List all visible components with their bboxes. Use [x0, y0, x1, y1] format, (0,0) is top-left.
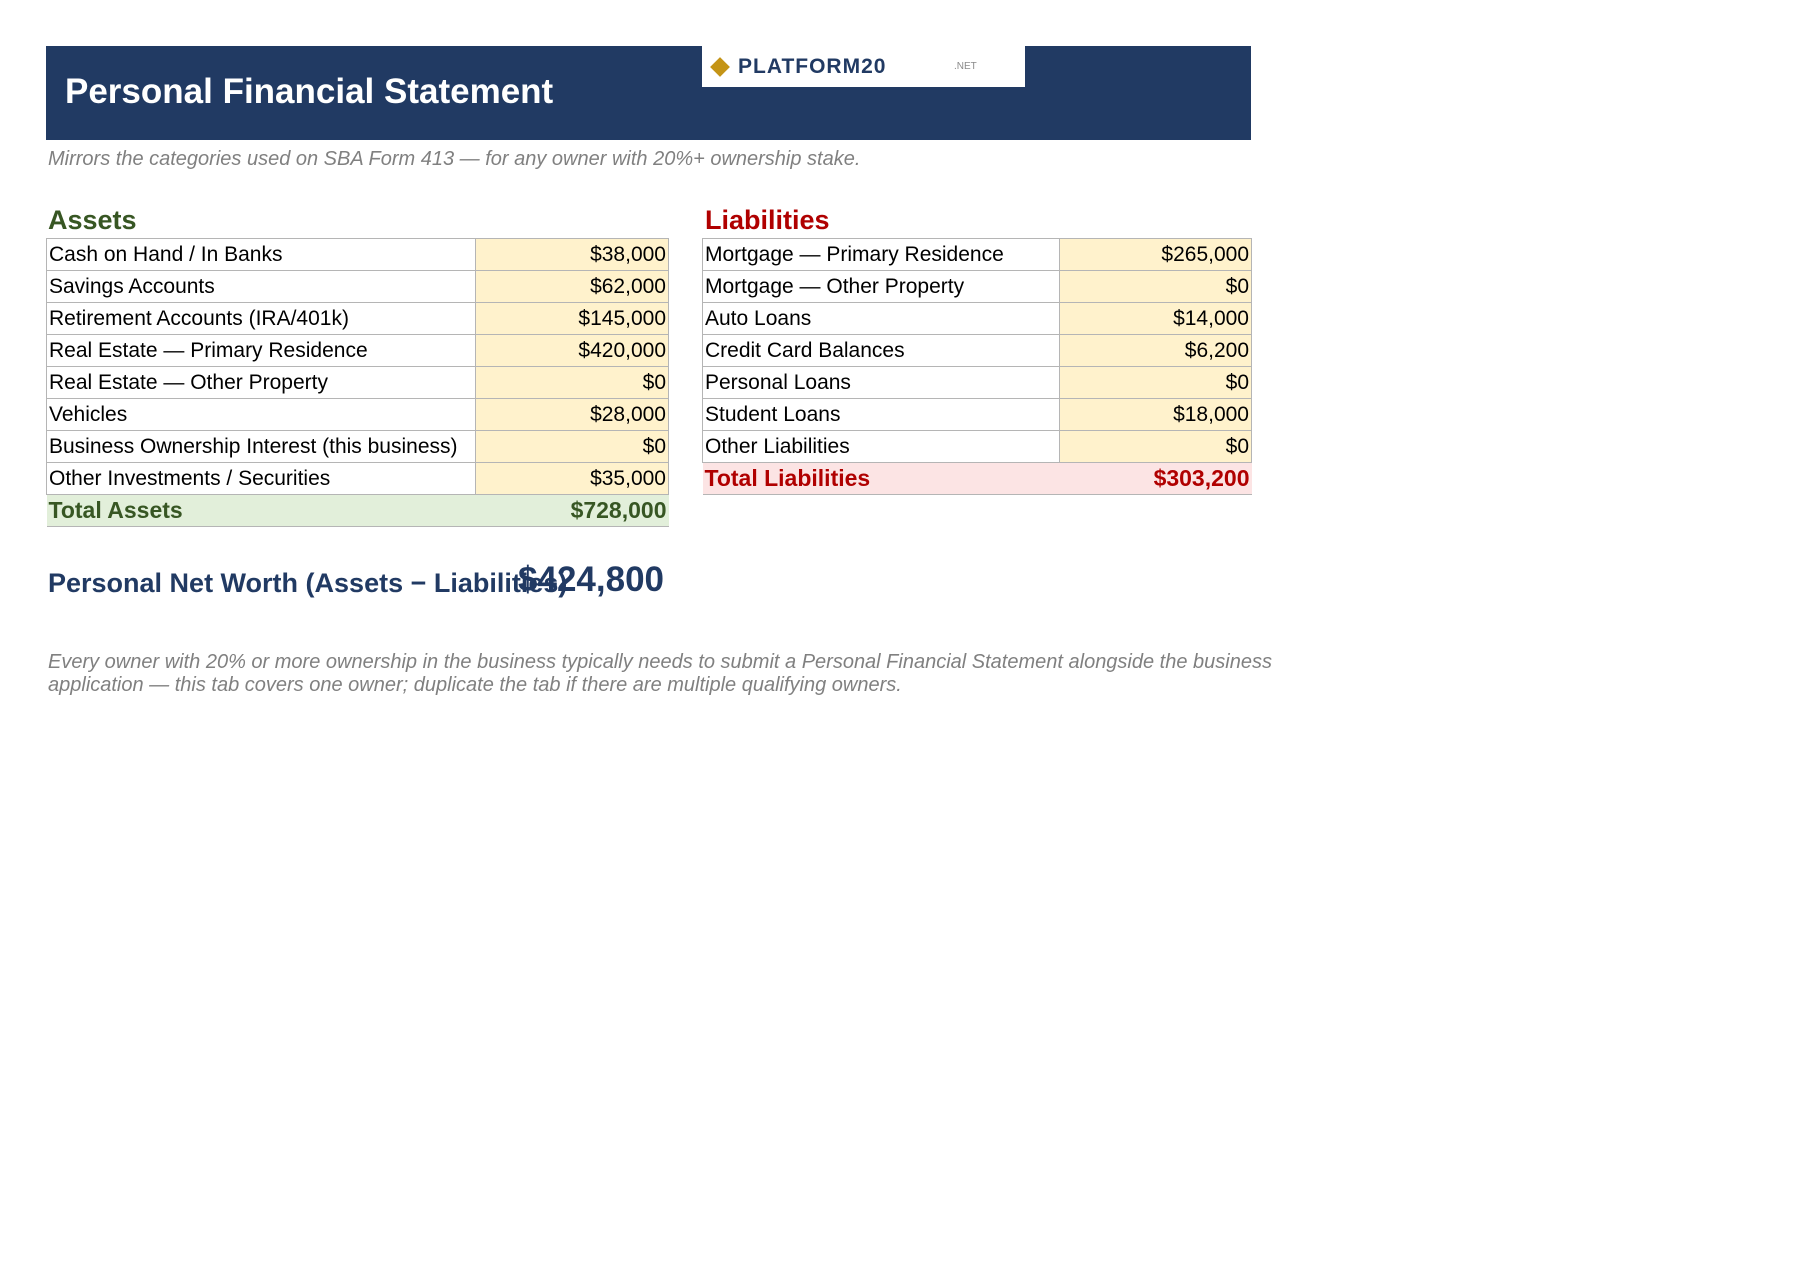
total-assets-value[interactable]: $728,000: [476, 495, 669, 527]
liability-label[interactable]: Student Loans: [703, 399, 1060, 431]
asset-label[interactable]: Other Investments / Securities: [47, 463, 476, 495]
asset-value[interactable]: $62,000: [476, 271, 669, 303]
table-row: [47, 303, 669, 335]
total-liabilities-label[interactable]: Total Liabilities: [703, 463, 1060, 495]
liabilities-heading: Liabilities: [705, 205, 830, 235]
liability-value[interactable]: $6,200: [1060, 335, 1252, 367]
table-row: [47, 335, 669, 367]
logo-tld-text: .NET: [954, 61, 977, 72]
asset-value[interactable]: $0: [476, 431, 669, 463]
asset-label[interactable]: Vehicles: [47, 399, 476, 431]
liability-value[interactable]: $0: [1060, 367, 1252, 399]
total-assets-row: [47, 495, 669, 527]
diamond-icon: [710, 57, 730, 77]
asset-label[interactable]: Business Ownership Interest (this business): [47, 431, 476, 463]
table-row: [703, 399, 1252, 431]
table-row: [703, 335, 1252, 367]
liability-label[interactable]: Personal Loans: [703, 367, 1060, 399]
logo-brand-text: PLATFORM20: [738, 55, 887, 78]
liability-label[interactable]: Credit Card Balances: [703, 335, 1060, 367]
asset-label[interactable]: Real Estate — Other Property: [47, 367, 476, 399]
asset-value[interactable]: $420,000: [476, 335, 669, 367]
platform20-logo: [702, 46, 1025, 87]
net-worth-value[interactable]: $424,800: [518, 560, 664, 599]
liability-value[interactable]: $18,000: [1060, 399, 1252, 431]
liability-label[interactable]: Other Liabilities: [703, 431, 1060, 463]
asset-label[interactable]: Savings Accounts: [47, 271, 476, 303]
assets-table: [46, 238, 669, 527]
table-row: [703, 271, 1252, 303]
asset-value[interactable]: $35,000: [476, 463, 669, 495]
net-worth-label[interactable]: Personal Net Worth (Assets − Liabilities): [48, 568, 568, 598]
asset-value[interactable]: $145,000: [476, 303, 669, 335]
total-liabilities-row: [703, 463, 1252, 495]
table-row: [703, 239, 1252, 271]
liabilities-table: [702, 238, 1252, 495]
asset-label[interactable]: Real Estate — Primary Residence: [47, 335, 476, 367]
asset-label[interactable]: Retirement Accounts (IRA/401k): [47, 303, 476, 335]
liability-value[interactable]: $265,000: [1060, 239, 1252, 271]
liability-label[interactable]: Auto Loans: [703, 303, 1060, 335]
table-row: [703, 303, 1252, 335]
table-row: [47, 463, 669, 495]
liability-label[interactable]: Mortgage — Primary Residence: [703, 239, 1060, 271]
footnote: Every owner with 20% or more ownership in the business typically needs to submit a Personal Financial Statement alongside the business application — this tab covers one owner; duplicate the tab if there are multiple qualifying owners.: [48, 651, 1272, 696]
page-subtitle: Mirrors the categories used on SBA Form 413 — for any owner with 20%+ ownership stake.: [48, 148, 861, 170]
table-row: [47, 399, 669, 431]
table-row: [47, 271, 669, 303]
asset-value[interactable]: $28,000: [476, 399, 669, 431]
header-banner: [46, 46, 1251, 140]
table-row: [47, 431, 669, 463]
liability-value[interactable]: $0: [1060, 271, 1252, 303]
asset-label[interactable]: Cash on Hand / In Banks: [47, 239, 476, 271]
liability-label[interactable]: Mortgage — Other Property: [703, 271, 1060, 303]
table-row: [703, 431, 1252, 463]
total-liabilities-value[interactable]: $303,200: [1060, 463, 1252, 495]
table-row: [47, 367, 669, 399]
liability-value[interactable]: $0: [1060, 431, 1252, 463]
asset-value[interactable]: $38,000: [476, 239, 669, 271]
page-title: Personal Financial Statement: [65, 72, 554, 111]
table-row: [703, 367, 1252, 399]
assets-heading: Assets: [48, 205, 137, 235]
asset-value[interactable]: $0: [476, 367, 669, 399]
liability-value[interactable]: $14,000: [1060, 303, 1252, 335]
table-row: [47, 239, 669, 271]
total-assets-label[interactable]: Total Assets: [47, 495, 476, 527]
